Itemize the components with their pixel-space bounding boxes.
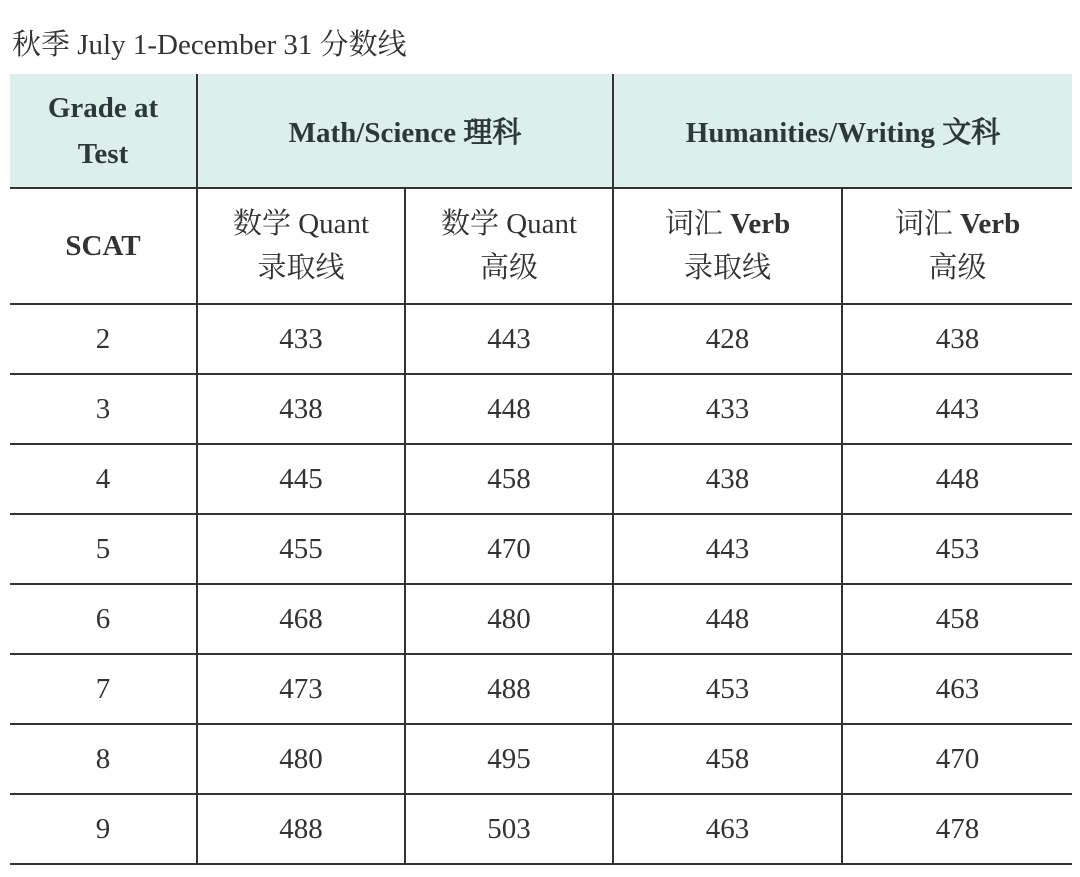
quant-advanced-cell: 458 <box>405 444 613 514</box>
quant-advanced-cell: 488 <box>405 654 613 724</box>
verb-advanced-cell: 470 <box>842 724 1072 794</box>
grade-cell: 5 <box>10 514 197 584</box>
humanities-header: Humanities/Writing 文科 <box>613 74 1072 188</box>
grade-cell: 9 <box>10 794 197 864</box>
verb-advanced-cell: 458 <box>842 584 1072 654</box>
verb-advanced-cell: 443 <box>842 374 1072 444</box>
quant-cutoff-cell: 438 <box>197 374 405 444</box>
table-row <box>10 724 1072 794</box>
verb-cutoff-cell: 433 <box>613 374 842 444</box>
table-row <box>10 794 1072 864</box>
verb-advanced-cell: 463 <box>842 654 1072 724</box>
quant-cutoff-cell: 468 <box>197 584 405 654</box>
quant-advanced-cell: 443 <box>405 304 613 374</box>
quant-advanced-cell: 448 <box>405 374 613 444</box>
table-title: 秋季 July 1-December 31 分数线 <box>12 29 407 61</box>
math-science-header: Math/Science 理科 <box>197 74 613 188</box>
table-row <box>10 304 1072 374</box>
quant-advanced-cell: 503 <box>405 794 613 864</box>
verb-cutoff-cell: 443 <box>613 514 842 584</box>
grade-cell: 6 <box>10 584 197 654</box>
quant-advanced-header: 数学 Quant 高级 <box>405 188 613 304</box>
grade-cell: 3 <box>10 374 197 444</box>
verb-advanced-header: 词汇 Verb 高级 <box>842 188 1072 304</box>
quant-cutoff-cell: 445 <box>197 444 405 514</box>
verb-cutoff-header: 词汇 Verb 录取线 <box>613 188 842 304</box>
scat-header: SCAT <box>10 188 197 304</box>
verb-cutoff-cell: 453 <box>613 654 842 724</box>
verb-cutoff-cell: 458 <box>613 724 842 794</box>
grade-cell: 2 <box>10 304 197 374</box>
quant-cutoff-cell: 433 <box>197 304 405 374</box>
grade-cell: 7 <box>10 654 197 724</box>
verb-advanced-cell: 478 <box>842 794 1072 864</box>
subheader-row <box>10 188 1072 304</box>
verb-advanced-cell: 453 <box>842 514 1072 584</box>
verb-cutoff-cell: 448 <box>613 584 842 654</box>
table-row <box>10 654 1072 724</box>
score-table <box>10 74 1072 865</box>
verb-cutoff-cell: 463 <box>613 794 842 864</box>
quant-cutoff-cell: 473 <box>197 654 405 724</box>
quant-cutoff-cell: 488 <box>197 794 405 864</box>
grade-cell: 8 <box>10 724 197 794</box>
verb-cutoff-cell: 428 <box>613 304 842 374</box>
verb-cutoff-cell: 438 <box>613 444 842 514</box>
table-row <box>10 514 1072 584</box>
table-row <box>10 584 1072 654</box>
quant-cutoff-cell: 480 <box>197 724 405 794</box>
quant-cutoff-header: 数学 Quant 录取线 <box>197 188 405 304</box>
grade-header: Grade at Test <box>10 74 197 188</box>
verb-advanced-cell: 438 <box>842 304 1072 374</box>
grade-cell: 4 <box>10 444 197 514</box>
quant-advanced-cell: 495 <box>405 724 613 794</box>
quant-advanced-cell: 470 <box>405 514 613 584</box>
quant-advanced-cell: 480 <box>405 584 613 654</box>
table-row <box>10 444 1072 514</box>
header-row <box>10 74 1072 188</box>
table-row <box>10 374 1072 444</box>
verb-advanced-cell: 448 <box>842 444 1072 514</box>
quant-cutoff-cell: 455 <box>197 514 405 584</box>
